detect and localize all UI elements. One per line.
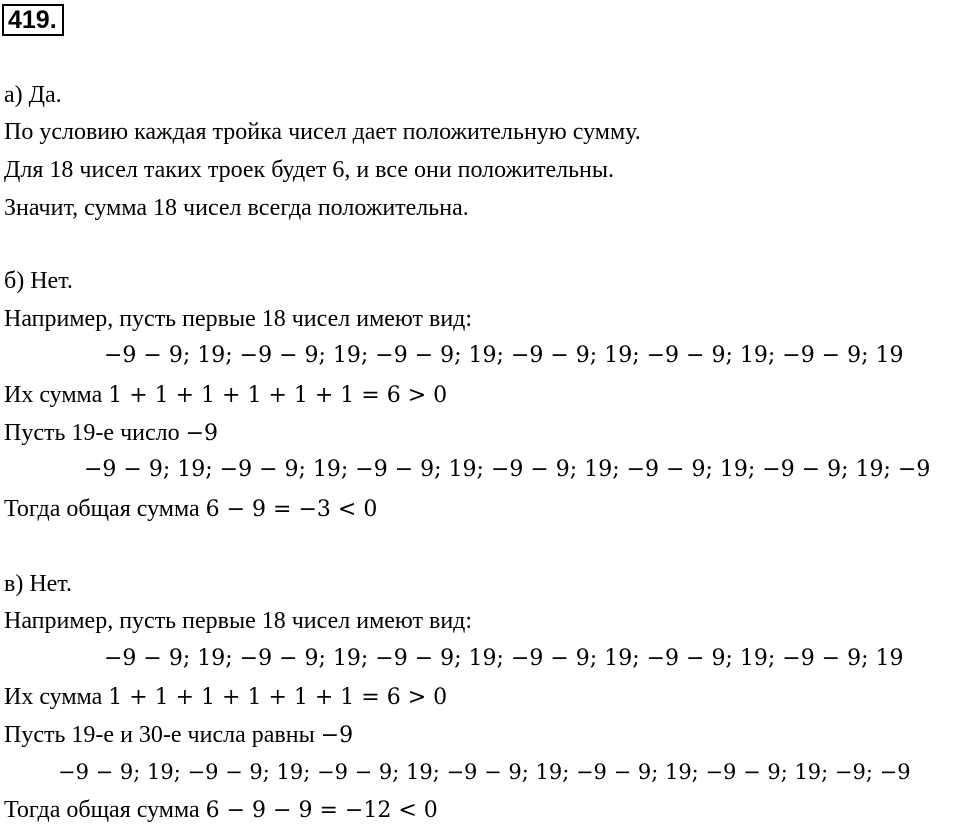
part-b-answer: б) Нет. xyxy=(4,268,73,294)
part-v-answer: в) Нет. xyxy=(4,571,72,597)
part-b-sum-label: Их сумма xyxy=(4,382,103,408)
part-b-sum-line xyxy=(4,380,447,411)
part-b-total-line xyxy=(4,494,377,525)
part-v-sum-expr: 1 + 1 + 1 + 1 + 1 + 1 = 6 > 0 xyxy=(108,685,448,710)
part-a-line-1: По условию каждая тройка чисел дает положительную сумму. xyxy=(4,119,641,145)
part-v-extra-label: Пусть 19-е и 30-е числа равны xyxy=(4,722,315,748)
part-b-nineteenth-value: −9 xyxy=(185,421,219,446)
part-v-sequence-30: −9 − 9; 19; −9 − 9; 19; −9 − 9; 19; −9 − 9; 19; −9 − 9; 19; −9 − 9; 19; −9; −9 xyxy=(58,760,911,784)
part-v-sum-line xyxy=(4,682,447,713)
part-v-example-intro: Например, пусть первые 18 чисел имеют вид: xyxy=(4,608,473,634)
part-a-line-3: Значит, сумма 18 чисел всегда положительна. xyxy=(4,195,469,221)
part-v-total-line xyxy=(4,795,438,826)
part-b-total-label: Тогда общая сумма xyxy=(4,496,200,522)
part-v-sequence-18: −9 − 9; 19; −9 − 9; 19; −9 − 9; 19; −9 − 9; 19; −9 − 9; 19; −9 − 9; 19 xyxy=(104,646,904,671)
part-b-sequence-18: −9 − 9; 19; −9 − 9; 19; −9 − 9; 19; −9 − 9; 19; −9 − 9; 19; −9 − 9; 19 xyxy=(104,343,904,368)
part-v-extra-line xyxy=(4,720,353,751)
part-b-total-expr: 6 − 9 = −3 < 0 xyxy=(205,497,378,522)
part-b-sequence-19: −9 − 9; 19; −9 − 9; 19; −9 − 9; 19; −9 − 9; 19; −9 − 9; 19; −9 − 9; 19; −9 xyxy=(84,457,931,482)
part-v-total-expr: 6 − 9 − 9 = −12 < 0 xyxy=(205,798,438,823)
problem-number: 419. xyxy=(2,4,64,36)
part-b-example-intro: Например, пусть первые 18 чисел имеют вид: xyxy=(4,306,473,332)
part-b-sum-expr: 1 + 1 + 1 + 1 + 1 + 1 = 6 > 0 xyxy=(108,383,448,408)
part-b-nineteenth-label: Пусть 19-е число xyxy=(4,420,180,446)
part-v-sum-label: Их сумма xyxy=(4,684,103,710)
part-a-line-2: Для 18 чисел таких троек будет 6, и все они положительны. xyxy=(4,157,615,183)
part-v-total-label: Тогда общая сумма xyxy=(4,797,200,823)
part-b-nineteenth-line xyxy=(4,418,218,449)
part-a-answer: а) Да. xyxy=(4,82,62,108)
part-v-extra-value: −9 xyxy=(320,723,354,748)
